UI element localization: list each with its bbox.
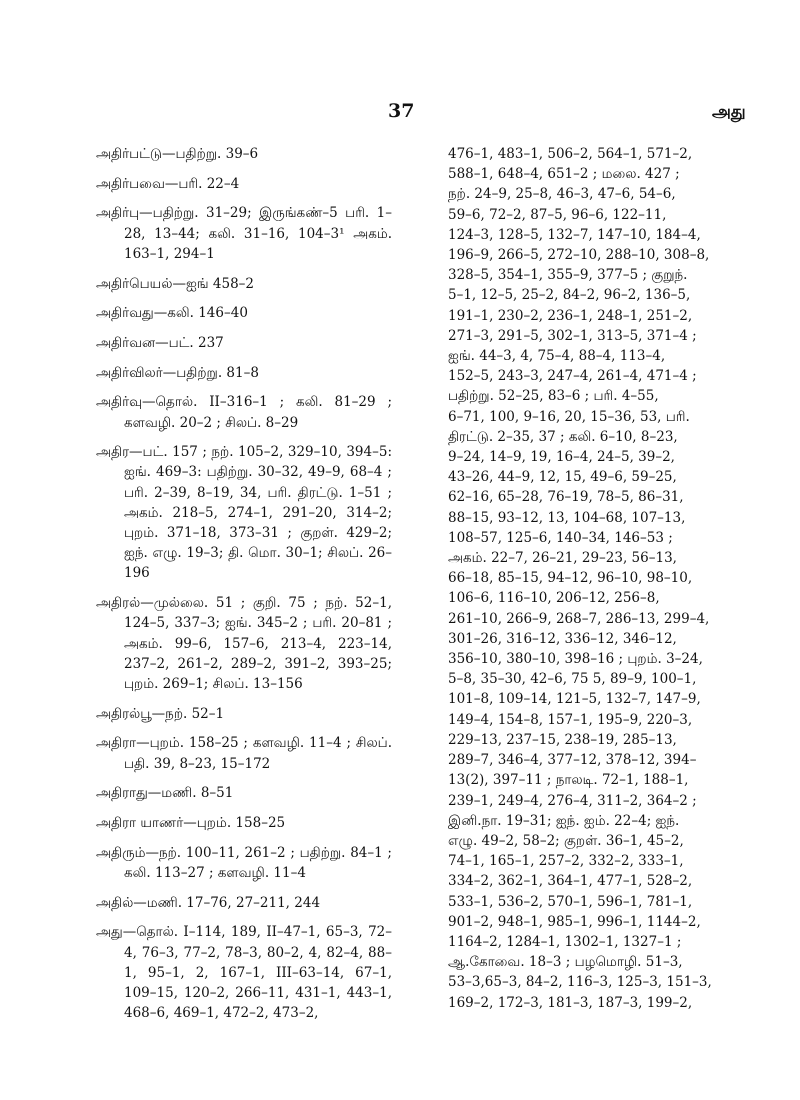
running-head: அது bbox=[712, 102, 746, 122]
index-continuation-line: 356–10, 380–10, 398–16 ; புறம். 3–24, bbox=[448, 651, 703, 668]
index-continuation-line: 149–4, 154–8, 157–1, 195–9, 220–3, bbox=[448, 711, 693, 728]
index-continuation-line: ஆ.கோவை. 18–3 ; பழமொழி. 51–3, bbox=[448, 954, 683, 971]
index-entry: அது—தொல். I–114, 189, II–47–1, 65–3, 72–4, 76–3, 77–2, 78–3, 80–2, 4, 82–4, 88–1, 95–1, 2, 167–1, III–63–14, 67–1, 109–15, 120–2, 266–11, 431–1, 443–1, 468–6, 469–1, 472–2, 473–2, bbox=[96, 924, 392, 1022]
index-entry: அதிர்பெயல்—ஐங் 458–2 bbox=[96, 275, 255, 292]
index-entry: அதிர்பட்டு—பதிற்று. 39–6 bbox=[96, 146, 259, 162]
index-entry: அதிரா யாணர்—புறம். 158–25 bbox=[96, 814, 286, 831]
index-continuation-line: இனி.நா. 19–31; ஐந். ஐம். 22–4; ஐந். bbox=[448, 812, 680, 829]
index-entry: அதிர—பட். 157 ; நற். 105–2, 329–10, 394–5: ஐங். 469–3: பதிற்று. 30–32, 49–9, 68–4 ; பரி. 2–39, 8–19, 34, பரி. திரட்டு. 1–51 ; அகம். 218–5, 274–1, 291–20, 314–2; புறம். 371–18, 373–31 ; குறள். 429–2; ஐந். எழு. 19–3; தி. மொ. 30–1; சிலப். 26–196 bbox=[96, 444, 392, 582]
index-continuation-line: 289–7, 346–4, 377–12, 378–12, 394– bbox=[448, 752, 697, 769]
index-continuation-line: 1164–2, 1284–1, 1302–1, 1327–1 ; bbox=[448, 933, 682, 950]
index-entry: அதிர்விலர்—பதிற்று. 81–8 bbox=[96, 364, 259, 381]
index-continuation-line: 239–1, 249–4, 276–4, 311–2, 364–2 ; bbox=[448, 792, 697, 809]
index-continuation-line: நற். 24–9, 25–8, 46–3, 47–6, 54–6, bbox=[448, 186, 676, 203]
index-continuation-line: 106–6, 116–10, 206–12, 256–8, bbox=[448, 590, 660, 607]
index-continuation-line: 476–1, 483–1, 506–2, 564–1, 571–2, bbox=[448, 146, 693, 162]
index-continuation-line: 196–9, 266–5, 272–10, 288–10, 308–8, bbox=[448, 247, 710, 264]
index-continuation-line: திரட்டு. 2–35, 37 ; கலி. 6–10, 8–23, bbox=[448, 428, 678, 445]
index-continuation-line: 66–18, 85–15, 94–12, 96–10, 98–10, bbox=[448, 570, 693, 587]
index-continuation-line: 88–15, 93–12, 13, 104–68, 107–13, bbox=[448, 509, 686, 526]
index-continuation-line: 53–3,65–3, 84–2, 116–3, 125–3, 151–3, bbox=[448, 974, 712, 991]
index-continuation-line: 62–16, 65–28, 76–19, 78–5, 86–31, bbox=[448, 489, 684, 506]
index-entry: அதிரல்பூ—நற். 52–1 bbox=[96, 705, 225, 722]
index-continuation-line: 124–3, 128–5, 132–7, 147–10, 184–4, bbox=[448, 226, 701, 243]
index-entry: அதிரல்—முல்லை. 51 ; குறி. 75 ; நற். 52–1, 124–5, 337–3; ஐங். 345–2 ; பரி. 20–81 ; அகம். 99–6, 157–6, 213–4, 223–14, 237–2, 261–2, 289–2, 391–2, 393–25; புறம். 269–1; சிலப். 13–156 bbox=[96, 595, 392, 692]
index-entry: அதிர்பவை—பரி. 22–4 bbox=[96, 175, 240, 192]
index-continuation-line: 13(2), 397–11 ; நாலடி. 72–1, 188–1, bbox=[448, 772, 689, 789]
index-entry: அதிர்வது—கலி. 146–40 bbox=[96, 305, 248, 322]
index-continuation-line: 901–2, 948–1, 985–1, 996–1, 1144–2, bbox=[448, 913, 701, 930]
index-continuation-line: 191–1, 230–2, 236–1, 248–1, 251–2, bbox=[448, 307, 693, 324]
index-continuation-line: 533–1, 536–2, 570–1, 596–1, 781–1, bbox=[448, 893, 693, 910]
index-continuation-line: 169–2, 172–3, 181–3, 187–3, 199–2, bbox=[448, 994, 693, 1011]
index-continuation-line: 261–10, 266–9, 268–7, 286–13, 299–4, bbox=[448, 610, 710, 627]
index-continuation-line: 6–71, 100, 9–16, 20, 15–36, 53, பரி. bbox=[448, 408, 690, 425]
index-continuation-line: 74–1, 165–1, 257–2, 332–2, 333–1, bbox=[448, 853, 684, 870]
index-continuation-line: 334–2, 362–1, 364–1, 477–1, 528–2, bbox=[448, 873, 693, 890]
index-continuation-line: 271–3, 291–5, 302–1, 313–5, 371–4 ; bbox=[448, 327, 697, 344]
index-continuation-line: பதிற்று. 52–25, 83–6 ; பரி. 4–55, bbox=[448, 388, 659, 405]
index-continuation-line: 5–1, 12–5, 25–2, 84–2, 96–2, 136–5, bbox=[448, 287, 691, 304]
index-continuation-line: 59–6, 72–2, 87–5, 96–6, 122–11, bbox=[448, 206, 667, 223]
index-continuation-line: 328–5, 354–1, 355–9, 377–5 ; குறுந். bbox=[448, 267, 688, 284]
right-index-column bbox=[448, 144, 716, 1013]
index-entry: அதில்—மணி. 17–76, 27–211, 244 bbox=[96, 894, 321, 911]
index-continuation-line: 9–24, 14–9, 19, 16–4, 24–5, 39–2, bbox=[448, 449, 675, 466]
index-continuation-line: எழு. 49–2, 58–2; குறள். 36–1, 45–2, bbox=[448, 832, 684, 849]
index-continuation-line: 588–1, 648–4, 651–2 ; மலை. 427 ; bbox=[448, 166, 680, 183]
index-entry: அதிர்பு—பதிற்று. 31–29; இருங்கண்–5 பரி. 1–28, 13–44; கலி. 31–16, 104–3¹ அகம். 163–1, 294–1 bbox=[96, 205, 392, 262]
index-continuation-line: அகம். 22–7, 26–21, 29–23, 56–13, bbox=[448, 550, 677, 567]
index-entry: அதிரும்—நற். 100–11, 261–2 ; பதிற்று. 84–1 ; கலி. 113–27 ; களவழி. 11–4 bbox=[96, 844, 392, 881]
index-continuation-line: 152–5, 243–3, 247–4, 261–4, 471–4 ; bbox=[448, 368, 697, 385]
index-entry: அதிராது—மணி. 8–51 bbox=[96, 785, 234, 802]
index-continuation-line: ஐங். 44–3, 4, 75–4, 88–4, 113–4, bbox=[448, 348, 666, 365]
index-continuation-line: 301–26, 316–12, 336–12, 346–12, bbox=[448, 630, 677, 647]
index-entry: அதிர்வன—பட். 237 bbox=[96, 334, 224, 351]
left-index-column bbox=[96, 144, 392, 1033]
index-continuation-line: 43–26, 44–9, 12, 15, 49–6, 59–25, bbox=[448, 469, 677, 486]
index-entry: அதிரா—புறம். 158–25 ; களவழி. 11–4 ; சிலப். பதி. 39, 8–23, 15–172 bbox=[96, 735, 392, 772]
index-continuation-line: 101–8, 109–14, 121–5, 132–7, 147–9, bbox=[448, 691, 701, 708]
index-entry: அதிர்வு—தொல். II–316–1 ; கலி. 81–29 ; களவழி. 20–2 ; சிலப். 8–29 bbox=[96, 394, 392, 431]
index-continuation-line: 5–8, 35–30, 42–6, 75 5, 89–9, 100–1, bbox=[448, 671, 697, 688]
page-number: 37 bbox=[388, 100, 415, 122]
index-continuation-line: 229–13, 237–15, 238–19, 285–13, bbox=[448, 731, 677, 748]
index-continuation-line: 108–57, 125–6, 140–34, 146–53 ; bbox=[448, 529, 673, 546]
